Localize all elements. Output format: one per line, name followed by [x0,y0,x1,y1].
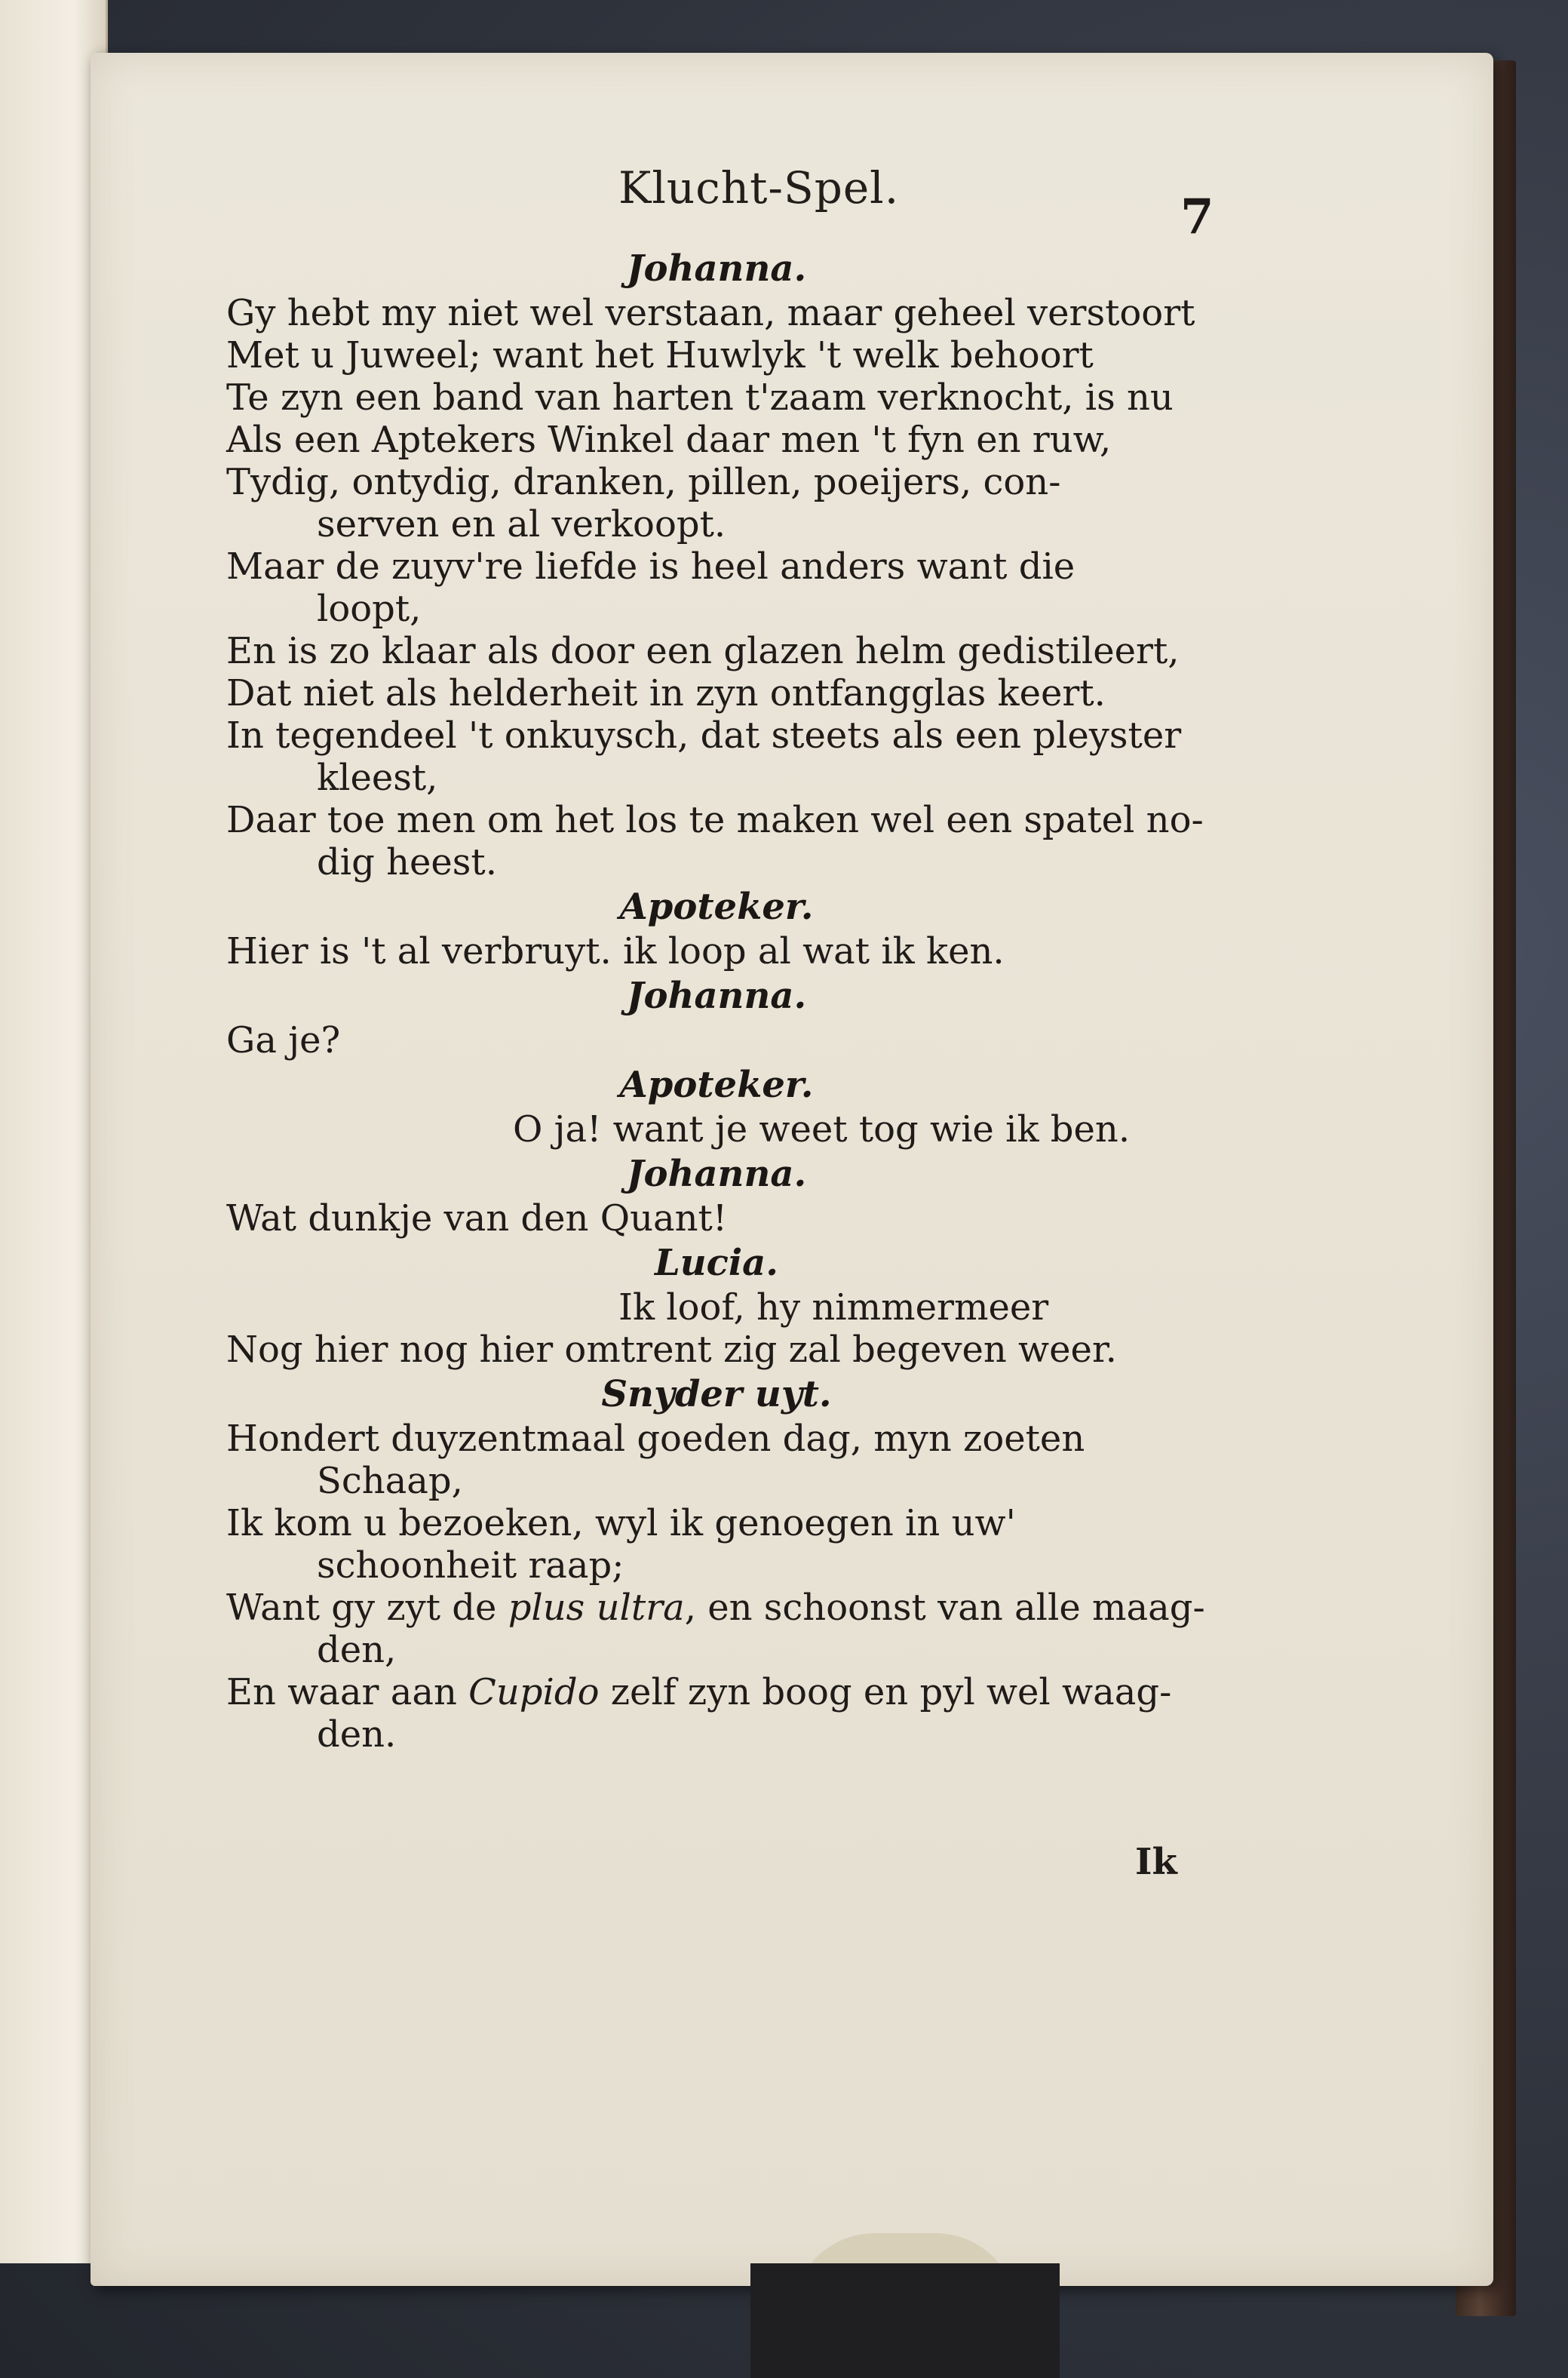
italic-name: Cupido [468,1671,600,1713]
verse-line: loopt, [317,588,422,630]
verse-line: dig heest. [317,841,497,883]
verse-line: schoonheit raap; [317,1544,624,1587]
verse-line: Daar toe men om het los te maken wel een spatel no- [226,799,1204,841]
catchword: Ik [1135,1841,1177,1883]
verse-line: Gy hebt my niet wel verstaan, maar geheel verstoort [226,292,1195,334]
verse-line: Dat niet als helderheit in zyn ontfangglas keert. [226,672,1106,714]
verse-line: Hier is 't al verbruyt. ik loop al wat ik ken. [226,930,1005,972]
verse-line: In tegendeel 't onkuysch, dat steets als een pleyster [226,714,1182,757]
speaker-name: Johanna. [626,975,807,1017]
verse-segment: , en schoonst van alle maag- [684,1587,1205,1629]
verse-line: Maar de zuyv're liefde is heel anders want die [226,545,1076,588]
verse-line: Te zyn een band van harten t'zaam verknocht, is nu [226,376,1174,419]
italic-phrase: plus ultra [508,1587,685,1629]
speaker-name: Johanna. [626,247,807,290]
verse-line: Schaap, [317,1460,463,1502]
verse-line: Ik kom u bezoeken, wyl ik genoegen in uw' [226,1502,1016,1544]
verse-line: Met u Juweel; want het Huwlyk 't welk behoort [226,334,1094,376]
verse-segment: Want gy zyt de [226,1587,508,1629]
verse-line: Tydig, ontydig, dranken, pillen, poeijers, con- [226,461,1061,503]
speaker-name: Apoteker. [619,1064,814,1106]
verse-line: den. [317,1713,397,1756]
verse-line: Nog hier nog hier omtrent zig zal begeven weer. [226,1329,1117,1371]
verse-line: Wat dunkje van den Quant! [226,1197,728,1240]
verse-line: O ja! want je weet tog wie ik ben. [513,1108,1131,1151]
verse-segment: En waar aan [226,1671,469,1713]
speaker-name: Lucia. [655,1242,778,1284]
verse-line [226,1671,1207,1713]
verse-line: Als een Aptekers Winkel daar men 't fyn en ruw, [226,419,1112,461]
verse-line: Ik loof, hy nimmermeer [618,1286,1049,1329]
verse-line: En is zo klaar als door een glazen helm gedistileert, [226,630,1180,672]
speaker-name: Apoteker. [619,886,814,928]
verse-line [226,1587,1207,1629]
page-number: 7 [1180,189,1214,245]
verse-line: Hondert duyzentmaal goeden dag, myn zoeten [226,1418,1085,1460]
verse-line: Ga je? [226,1019,341,1061]
verse-segment: zelf zyn boog en pyl wel waag- [599,1671,1172,1713]
running-head: Klucht-Spel. [618,162,900,214]
play-text [226,158,1207,1756]
verse-line: den, [317,1629,397,1671]
bookmark-strip [750,2263,1060,2378]
verse-line: kleest, [317,757,438,799]
speaker-name: Snyder uyt. [601,1373,832,1415]
verse-line: serven en al verkoopt. [317,503,726,545]
speaker-name: Johanna. [626,1153,807,1195]
